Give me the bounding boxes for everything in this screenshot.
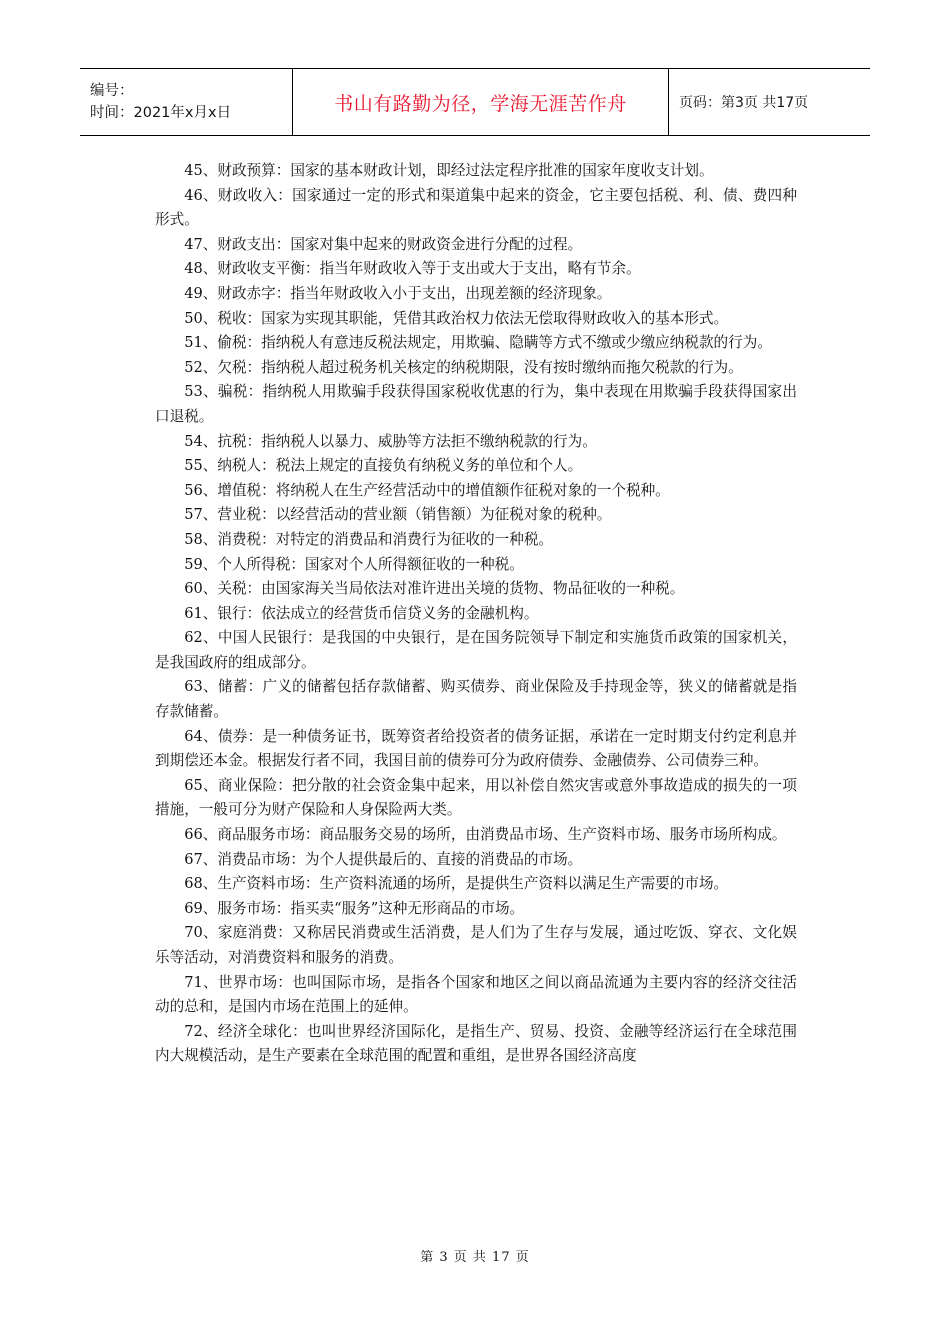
definition-paragraph: 69、服务市场：指买卖“服务”这种无形商品的市场。 [184, 899, 525, 917]
document-date: 时间：2021年x月x日 [90, 105, 232, 121]
definition-paragraph: 71、世界市场：也叫国际市场，是指各个国家和地区之间以商品流通为主要内容的经济交往活动的总和，是国内市场在范围上的延伸。 [155, 973, 797, 1016]
definition-paragraph: 60、关税：由国家海关当局依法对准许进出关境的货物、物品征收的一种税。 [184, 580, 685, 598]
definition-paragraph: 70、家庭消费：又称居民消费或生活消费，是人们为了生存与发展，通过吃饭、穿衣、文化娱乐等活动，对消费资料和服务的消费。 [155, 924, 797, 966]
definition-paragraph: 57、营业税：以经营活动的营业额（销售额）为征税对象的税种。 [184, 506, 612, 524]
header-meta [80, 69, 293, 136]
header-motto: 书山有路勤为径，学海无涯苦作舟 [293, 69, 669, 136]
definition-paragraph: 52、欠税：指纳税人超过税务机关核定的纳税期限，没有按时缴纳而拖欠税款的行为。 [184, 358, 743, 376]
definition-paragraph: 63、储蓄：广义的储蓄包括存款储蓄、购买债券、商业保险及手持现金等，狭义的储蓄就是指存款储蓄。 [155, 678, 797, 721]
definition-paragraph: 64、债券：是一种债务证书，既筹资者给投资者的债务证据，承诺在一定时期支付约定利息并到期偿还本金。根据发行者不同，我国目前的债券可分为政府债券、金融债券、公司债券三种。 [155, 727, 797, 770]
definition-paragraph: 56、增值税：将纳税人在生产经营活动中的增值额作征税对象的一个税种。 [184, 481, 670, 499]
definition-paragraph: 53、骗税：指纳税人用欺骗手段获得国家税收优惠的行为，集中表现在用欺骗手段获得国家出口退税。 [155, 383, 797, 425]
document-body [155, 159, 797, 1069]
header-page-info: 页码：第3页 共17页 [679, 95, 809, 111]
definition-paragraph: 49、财政赤字：指当年财政收入小于支出，出现差额的经济现象。 [184, 284, 612, 302]
definition-paragraph: 54、抗税：指纳税人以暴力、威胁等方法拒不缴纳税款的行为。 [184, 432, 597, 450]
definition-paragraph: 68、生产资料市场：生产资料流通的场所，是提供生产资料以满足生产需要的市场。 [184, 875, 729, 893]
page-footer: 第 3 页 共 17 页 [420, 1250, 530, 1265]
definition-paragraph: 48、财政收支平衡：指当年财政收入等于支出或大于支出，略有节余。 [184, 260, 641, 278]
definition-paragraph: 65、商业保险：把分散的社会资金集中起来，用以补偿自然灾害或意外事故造成的损失的一项措施，一般可分为财产保险和人身保险两大类。 [155, 776, 797, 819]
definition-paragraph: 50、税收：国家为实现其职能，凭借其政治权力依法无偿取得财政收入的基本形式。 [184, 309, 729, 327]
definition-paragraph: 67、消费品市场：为个人提供最后的、直接的消费品的市场。 [184, 850, 583, 868]
document-number-label: 编号： [90, 83, 134, 99]
definition-paragraph: 72、经济全球化：也叫世界经济国际化，是指生产、贸易、投资、金融等经济运行在全球范围内大规模活动，是生产要素在全球范围的配置和重组，是世界各国经济高度 [155, 1022, 797, 1065]
definition-paragraph: 58、消费税：对特定的消费品和消费行为征收的一种税。 [184, 530, 554, 548]
definition-paragraph: 66、商品服务市场：商品服务交易的场所，由消费品市场、生产资料市场、服务市场所构成。 [184, 826, 787, 844]
definition-paragraph: 51、偷税：指纳税人有意违反税法规定，用欺骗、隐瞒等方式不缴或少缴应纳税款的行为。 [184, 334, 772, 352]
definition-paragraph: 62、中国人民银行：是我国的中央银行，是在国务院领导下制定和实施货币政策的国家机关，是我国政府的组成部分。 [155, 629, 797, 671]
definition-paragraph: 47、财政支出：国家对集中起来的财政资金进行分配的过程。 [184, 235, 583, 253]
definition-paragraph: 59、个人所得税：国家对个人所得额征收的一种税。 [184, 555, 524, 573]
page-header [80, 68, 870, 136]
definition-paragraph: 55、纳税人：税法上规定的直接负有纳税义务的单位和个人。 [184, 457, 583, 475]
definition-paragraph: 46、财政收入：国家通过一定的形式和渠道集中起来的资金，它主要包括税、利、债、费四种形式。 [155, 186, 797, 229]
definition-paragraph: 45、财政预算：国家的基本财政计划，即经过法定程序批准的国家年度收支计划。 [184, 162, 714, 179]
definition-paragraph: 61、银行：依法成立的经营货币信贷义务的金融机构。 [184, 604, 539, 622]
